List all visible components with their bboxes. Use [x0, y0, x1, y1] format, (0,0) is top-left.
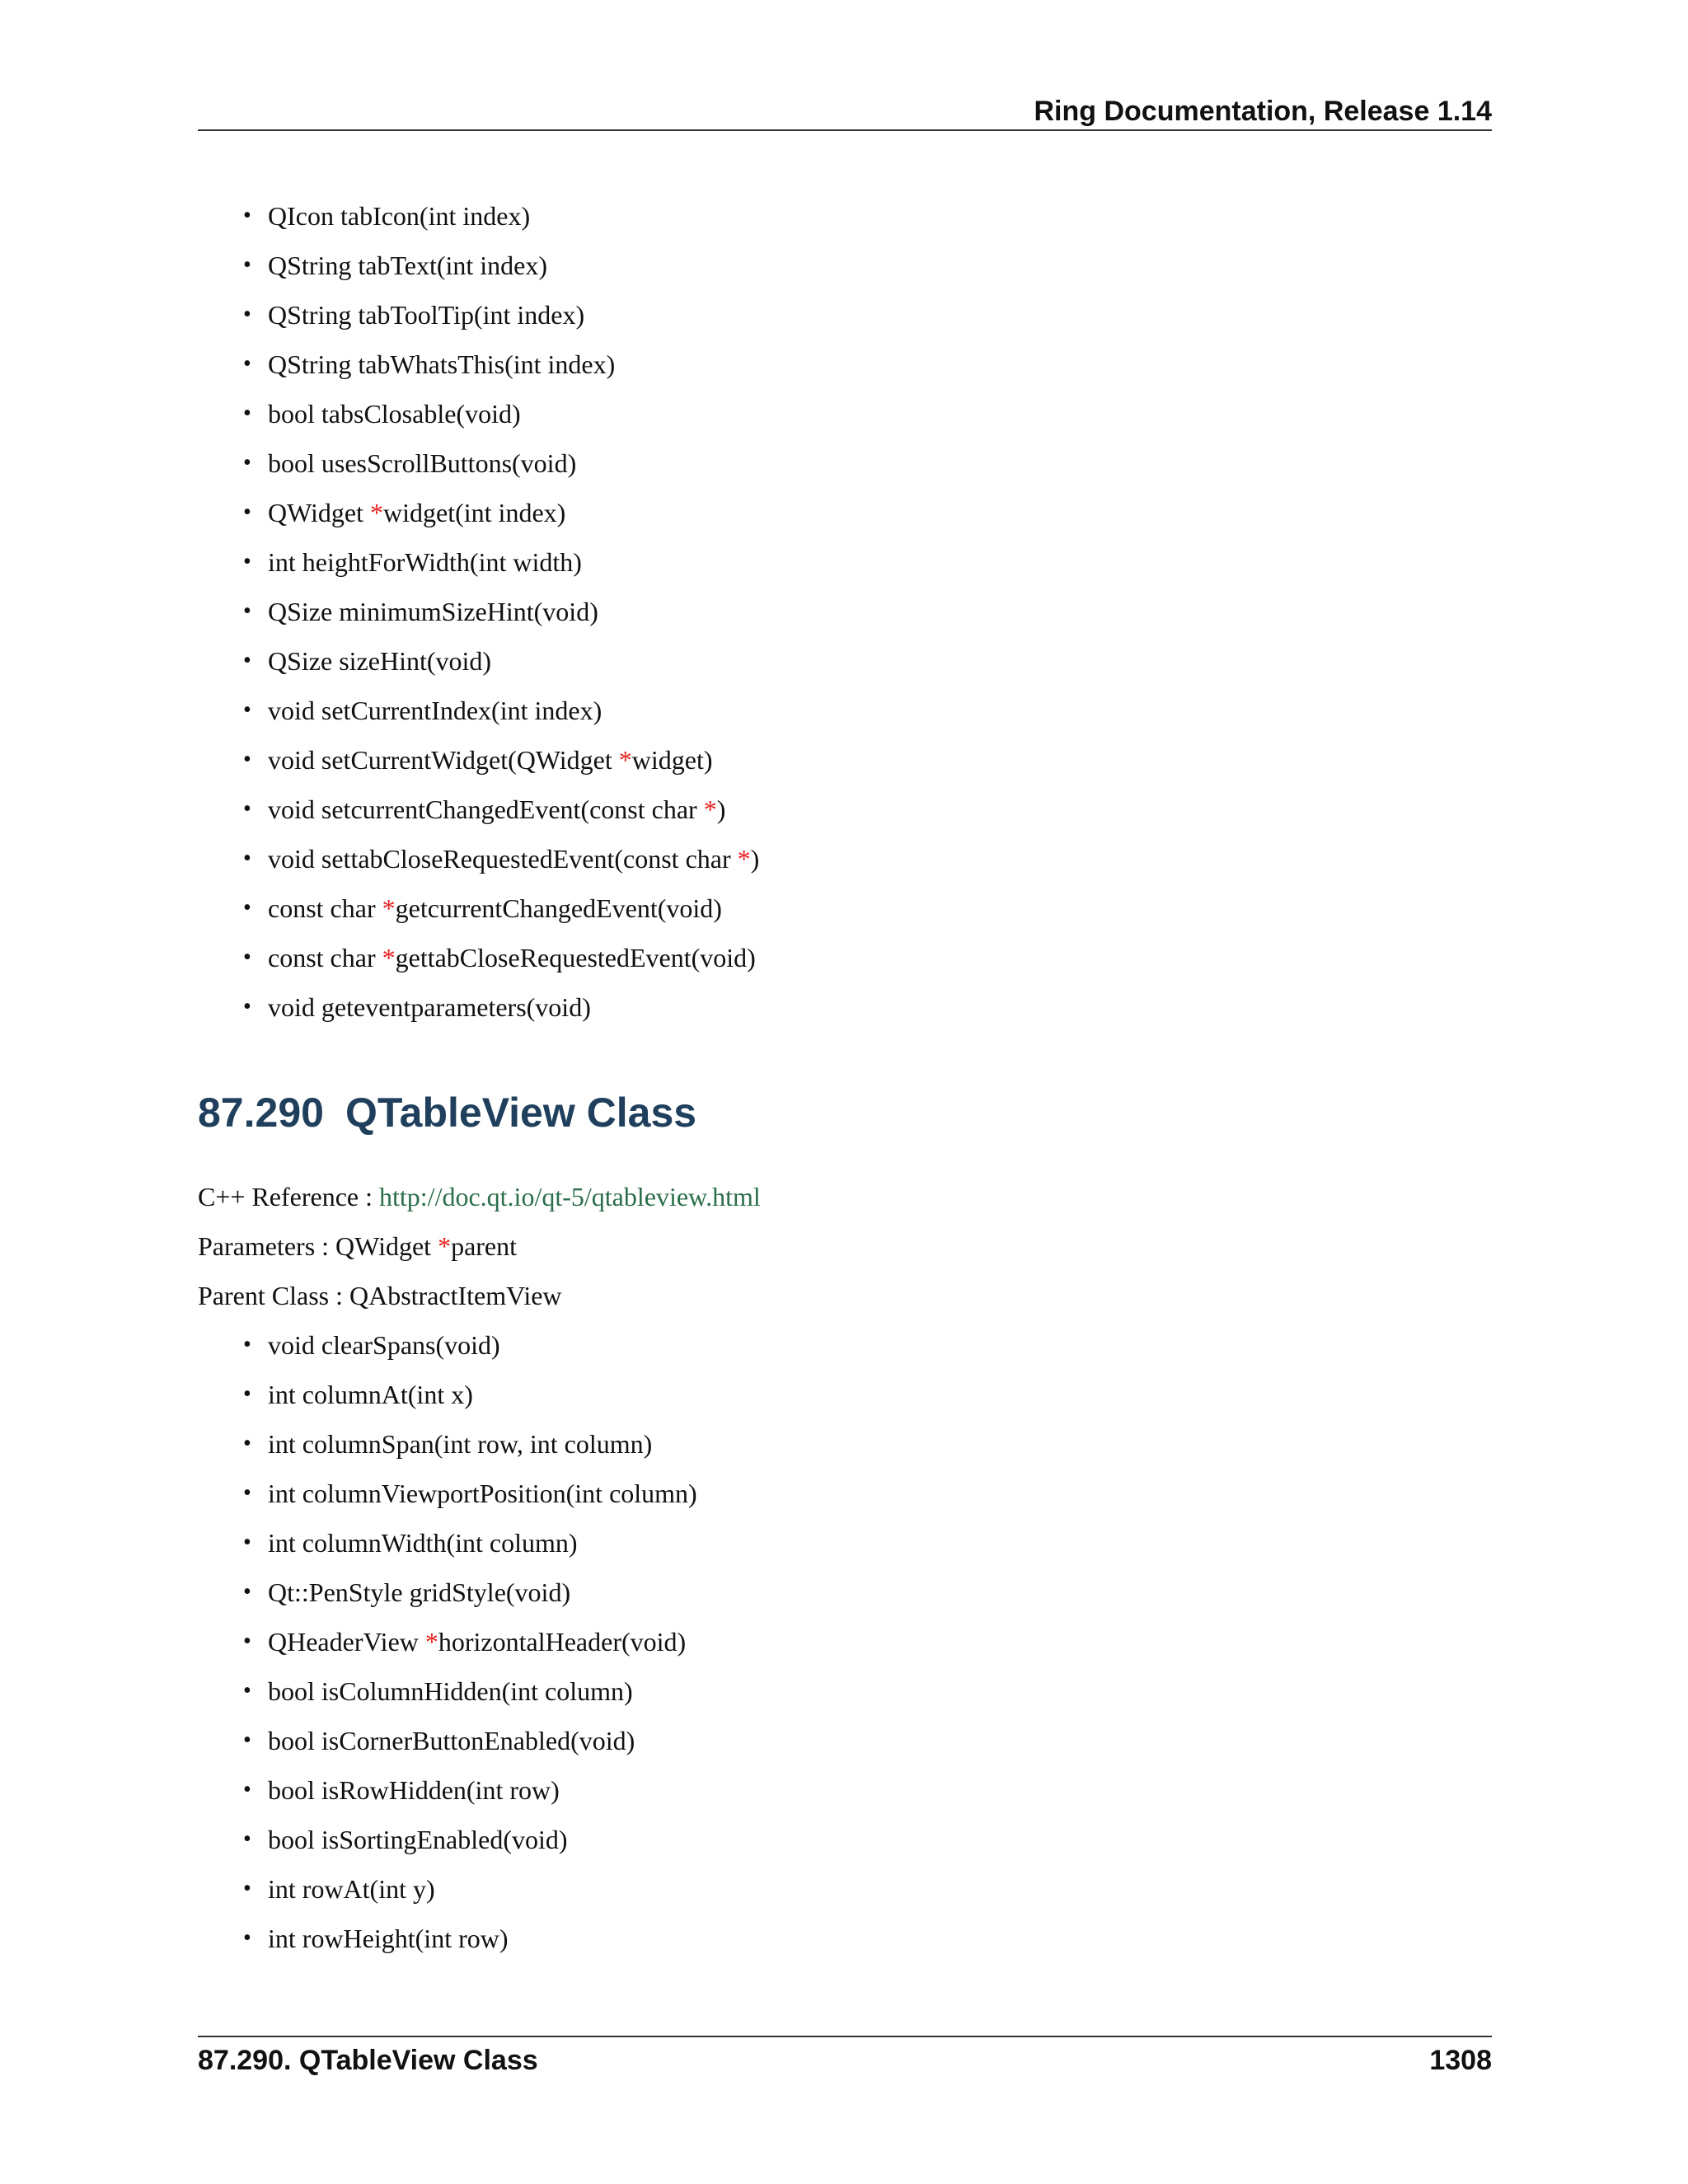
method-signature — [268, 290, 584, 340]
signature-text: int columnSpan(int row, int column) — [268, 1429, 653, 1459]
signature-text: int columnWidth(int column) — [268, 1528, 578, 1558]
bullet-icon: • — [243, 351, 251, 377]
method-signature — [268, 636, 491, 686]
bullet-icon: • — [243, 549, 251, 574]
method-signature — [268, 241, 547, 290]
method-signature — [268, 1370, 473, 1419]
bullet-icon: • — [243, 598, 251, 624]
cpp-reference-label: C++ Reference : — [198, 1182, 379, 1212]
pointer-star: * — [424, 1627, 438, 1657]
signature-text: Qt::PenStyle gridStyle(void) — [268, 1577, 571, 1607]
method-signature — [268, 735, 713, 785]
bullet-icon: • — [243, 1925, 251, 1951]
method-signature — [268, 389, 521, 438]
signature-text: int columnViewportPosition(int column) — [268, 1479, 697, 1508]
footer-rule — [198, 2036, 1492, 2037]
signature-text: horizontalHeader(void) — [438, 1627, 687, 1657]
method-signature — [268, 785, 725, 834]
method-signature — [268, 191, 530, 241]
bullet-icon: • — [243, 1332, 251, 1357]
method-signature — [268, 1815, 568, 1864]
signature-text: bool isCornerButtonEnabled(void) — [268, 1726, 635, 1755]
bullet-icon: • — [243, 499, 251, 525]
signature-text: getcurrentChangedEvent(void) — [395, 893, 722, 923]
bullet-icon: • — [243, 1629, 251, 1654]
signature-text: widget(int index) — [383, 498, 566, 527]
page-number: 1308 — [1429, 2045, 1492, 2076]
cpp-reference-link[interactable]: http://doc.qt.io/qt-5/qtableview.html — [379, 1182, 761, 1212]
bullet-icon: • — [243, 1826, 251, 1852]
parameters-line — [198, 1221, 517, 1271]
method-signature — [268, 686, 602, 735]
section-title-text: QTableView Class — [345, 1090, 697, 1136]
method-signature — [268, 1469, 697, 1518]
bullet-icon: • — [243, 302, 251, 327]
running-header: Ring Documentation, Release 1.14 — [1034, 96, 1492, 127]
pointer-star: * — [737, 844, 751, 874]
parent-class-line: Parent Class : QAbstractItemView — [198, 1281, 562, 1310]
pointer-star: * — [618, 745, 632, 775]
method-signature — [268, 1666, 633, 1716]
signature-text: bool tabsClosable(void) — [268, 399, 521, 429]
pointer-star: * — [703, 794, 717, 824]
cpp-reference-line — [198, 1172, 761, 1221]
signature-text: bool isColumnHidden(int column) — [268, 1676, 633, 1706]
pointer-star: * — [382, 893, 396, 923]
signature-text: int columnAt(int x) — [268, 1380, 473, 1409]
bullet-icon: • — [243, 697, 251, 723]
method-signature — [268, 834, 759, 883]
bullet-icon: • — [243, 796, 251, 822]
bullet-icon: • — [243, 1381, 251, 1407]
pointer-star: * — [370, 498, 384, 527]
bullet-icon: • — [243, 203, 251, 228]
bullet-icon: • — [243, 1727, 251, 1753]
bullet-icon: • — [243, 1777, 251, 1802]
method-signature — [268, 1914, 509, 1963]
signature-text: QString tabWhatsThis(int index) — [268, 349, 616, 379]
bullet-icon: • — [243, 1579, 251, 1605]
bullet-icon: • — [243, 1876, 251, 1901]
header-rule — [198, 129, 1492, 131]
parameters-label: Parameters : QWidget — [198, 1231, 438, 1261]
signature-text: void geteventparameters(void) — [268, 992, 591, 1022]
bullet-icon: • — [243, 846, 251, 871]
method-signature — [268, 587, 598, 636]
method-signature — [268, 1518, 578, 1568]
bullet-icon: • — [243, 648, 251, 673]
method-signature — [268, 933, 756, 982]
signature-text: ) — [750, 844, 760, 874]
signature-text: const char — [268, 943, 382, 972]
signature-text: void settabCloseRequestedEvent(const char — [268, 844, 738, 874]
signature-text: void setCurrentWidget(QWidget — [268, 745, 619, 775]
bullet-icon: • — [243, 895, 251, 921]
signature-text: void clearSpans(void) — [268, 1330, 500, 1360]
method-signature — [268, 438, 576, 488]
footer-section: 87.290. QTableView Class — [198, 2045, 538, 2076]
signature-text: QSize minimumSizeHint(void) — [268, 597, 598, 626]
signature-text: bool usesScrollButtons(void) — [268, 448, 577, 478]
signature-text: const char — [268, 893, 382, 923]
bullet-icon: • — [243, 994, 251, 1019]
signature-text: QString tabText(int index) — [268, 251, 548, 280]
signature-text: QSize sizeHint(void) — [268, 646, 492, 676]
bullet-icon: • — [243, 944, 251, 970]
pointer-star: * — [382, 943, 396, 972]
method-signature — [268, 488, 565, 537]
section-number: 87.290 — [198, 1090, 324, 1136]
bullet-icon: • — [243, 1480, 251, 1506]
method-signature — [268, 1716, 635, 1765]
signature-text: QWidget — [268, 498, 371, 527]
signature-text: widget) — [631, 745, 713, 775]
signature-text: ) — [716, 794, 726, 824]
method-signature — [268, 883, 722, 933]
signature-text: bool isSortingEnabled(void) — [268, 1825, 568, 1854]
method-signature — [268, 1568, 570, 1617]
method-signature — [268, 1864, 435, 1914]
method-signature — [268, 537, 582, 587]
signature-text: QString tabToolTip(int index) — [268, 300, 585, 330]
bullet-icon: • — [243, 1431, 251, 1456]
signature-text: int heightForWidth(int width) — [268, 547, 582, 577]
bullet-icon: • — [243, 747, 251, 772]
bullet-icon: • — [243, 450, 251, 476]
signature-text: int rowHeight(int row) — [268, 1924, 509, 1953]
signature-text: bool isRowHidden(int row) — [268, 1775, 560, 1805]
signature-text: QHeaderView — [268, 1627, 425, 1657]
method-signature — [268, 1617, 686, 1666]
method-signature — [268, 1765, 560, 1815]
section-heading — [198, 1080, 696, 1146]
method-signature — [268, 340, 615, 389]
method-signature — [268, 982, 591, 1032]
signature-text: QIcon tabIcon(int index) — [268, 201, 531, 231]
signature-text: void setcurrentChangedEvent(const char — [268, 794, 704, 824]
signature-text: int rowAt(int y) — [268, 1874, 435, 1904]
signature-text: void setCurrentIndex(int index) — [268, 696, 603, 725]
bullet-icon: • — [243, 252, 251, 278]
signature-text: gettabCloseRequestedEvent(void) — [395, 943, 756, 972]
parameters-value: parent — [451, 1231, 518, 1261]
bullet-icon: • — [243, 1678, 251, 1704]
bullet-icon: • — [243, 401, 251, 426]
bullet-icon: • — [243, 1530, 251, 1555]
method-signature — [268, 1419, 652, 1469]
pointer-star: * — [438, 1231, 452, 1261]
method-signature — [268, 1320, 500, 1370]
